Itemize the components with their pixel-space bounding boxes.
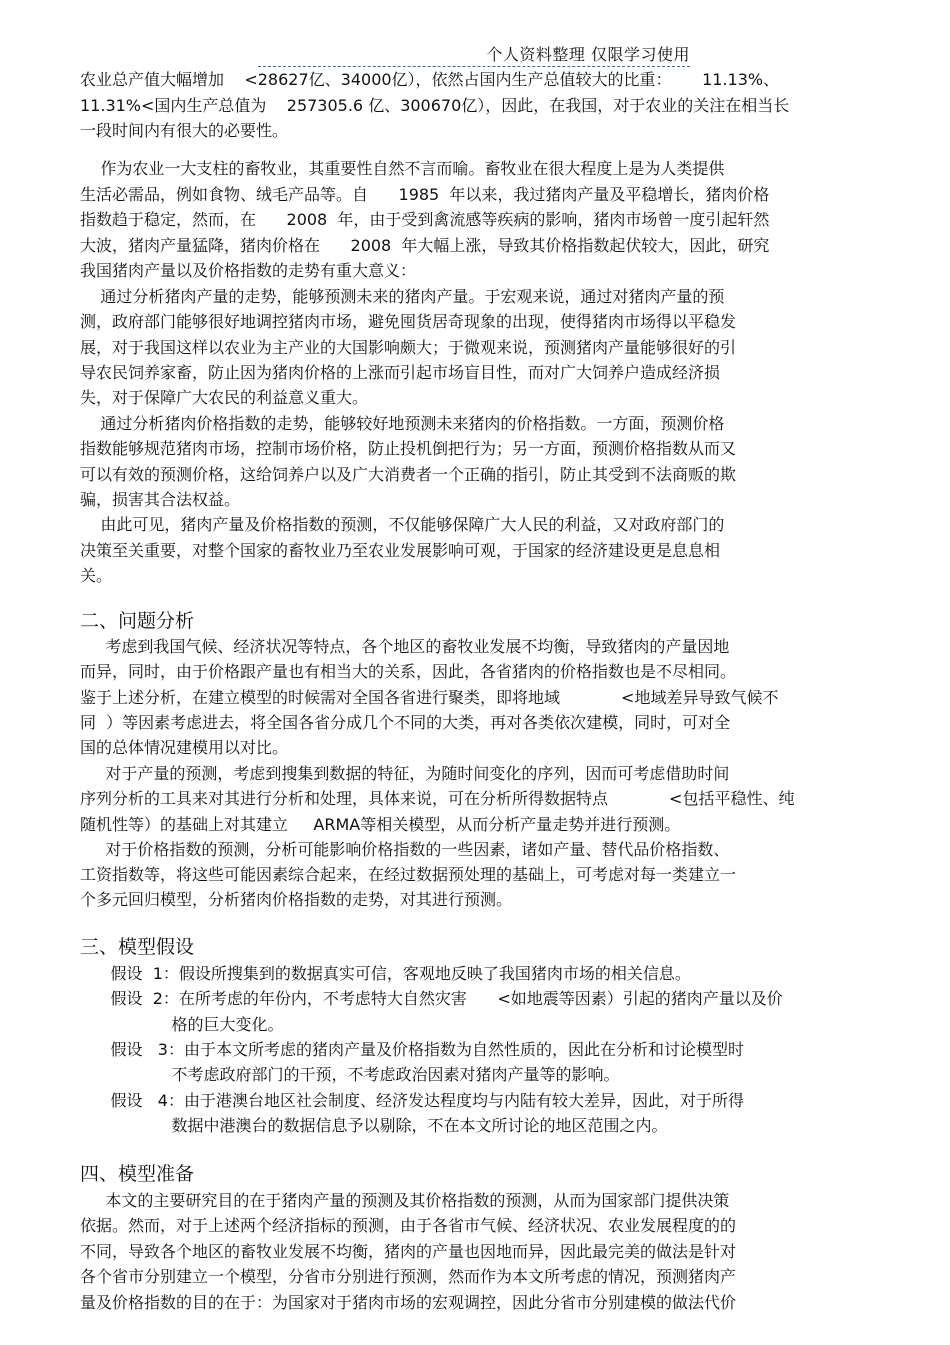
text-line: 依据。然而，对于上述两个经济指标的预测，由于各省市气候、经济状况、农业发展程度的的 xyxy=(80,1216,737,1235)
text-line: 不考虑政府部门的干预，不考虑政治因素对猪肉产量等的影响。 xyxy=(80,1065,620,1084)
text-line: 骗，损害其合法权益。 xyxy=(80,490,241,509)
text-line: 国的总体情况建模用以对比。 xyxy=(80,738,289,757)
page-header xyxy=(258,40,690,67)
text-line: 我国猪肉产量以及价格指数的走势有重大意义： xyxy=(80,261,417,280)
text-line: 指数能够规范猪肉市场，控制市场价格，防止投机倒把行为；另一方面，预测价格指数从而又 xyxy=(80,439,737,458)
text-line: 序列分析的工具来对其进行分析和处理，具体来说，可在分析所得数据特点 <包括平稳性、纯 xyxy=(80,789,795,808)
text-line: 大波，猪肉产量猛降，猪肉价格在 2008 年大幅上涨，导致其价格指数起伏较大，因此，研究 xyxy=(80,236,770,255)
text-line: 假设 3：由于本文所考虑的猪肉产量及价格指数为自然性质的，因此在分析和讨论模型时 xyxy=(80,1040,744,1059)
text-line: 通过分析猪肉产量的走势，能够预测未来的猪肉产量。于宏观来说，通过对猪肉产量的预 xyxy=(80,287,725,306)
text-line: 11.31%<国内生产总值为 257305.6 亿、300670亿），因此，在我国，对于农业的关注在相当长 xyxy=(80,96,790,115)
header-text: 个人资料整理 仅限学习使用 xyxy=(486,45,690,64)
text-line: 可以有效的预测价格，这给饲养户以及广大消费者一个正确的指引，防止其受到不法商贩的欺 xyxy=(80,465,737,484)
text-line: 数据中港澳台的数据信息予以剔除，不在本文所讨论的地区范围之内。 xyxy=(80,1116,668,1135)
text-line: 作为农业一大支柱的畜牧业，其重要性自然不言而喻。畜牧业在很大程度上是为人类提供 xyxy=(80,159,725,178)
text-line: 通过分析猪肉价格指数的走势，能够较好地预测未来猪肉的价格指数。一方面，预测价格 xyxy=(80,414,725,433)
section-heading: 二、问题分析 xyxy=(80,610,195,632)
text-line: 不同，导致各个地区的畜牧业发展不均衡，猪肉的产量也因地而异，因此最完美的做法是针对 xyxy=(80,1242,737,1261)
text-line: 鉴于上述分析，在建立模型的时候需对全国各省进行聚类，即将地域 <地域差异导致气候不 xyxy=(80,688,779,707)
text-line: 导农民饲养家畜，防止因为猪肉价格的上涨而引起市场盲目性，而对广大饲养户造成经济损 xyxy=(80,363,721,382)
text-line: 格的巨大变化。 xyxy=(80,1015,284,1034)
text-line: 关。 xyxy=(80,566,113,585)
section-heading: 三、模型假设 xyxy=(80,936,195,958)
text-line: 量及价格指数的目的在于：为国家对于猪肉市场的宏观调控，因此分省市分别建模的做法代价 xyxy=(80,1293,737,1312)
text-line: 农业总产值大幅增加 <28627亿、34000亿），依然占国内生产总值较大的比重： 11.13%、 xyxy=(80,70,780,89)
text-line: 对于产量的预测，考虑到搜集到数据的特征，为随时间变化的序列，因而可考虑借助时间 xyxy=(80,764,730,783)
text-line: 同 ）等因素考虑进去，将全国各省分成几个不同的大类，再对各类依次建模，同时，可对全 xyxy=(80,713,731,732)
text-line: 而异，同时，由于价格跟产量也有相当大的关系，因此，各省猪肉的价格指数也是不尽相同。 xyxy=(80,662,737,681)
text-line: 假设 2：在所考虑的年份内，不考虑特大自然灾害 <如地震等因素）引起的猪肉产量以及价 xyxy=(80,989,783,1008)
text-line: 工资指数等，将这些可能因素综合起来，在经过数据预处理的基础上，可考虑对每一类建立一 xyxy=(80,865,737,884)
text-line: 个多元回归模型，分析猪肉价格指数的走势，对其进行预测。 xyxy=(80,890,513,909)
text-line: 展，对于我国这样以农业为主产业的大国影响颇大；于微观来说，预测猪肉产量能够很好的引 xyxy=(80,338,737,357)
text-line: 假设 4：由于港澳台地区社会制度、经济发达程度均与内陆有较大差异，因此，对于所得 xyxy=(80,1091,744,1110)
text-line: 一段时间内有很大的必要性。 xyxy=(80,121,289,140)
text-line: 各个省市分别建立一个模型，分省市分别进行预测，然而作为本文所考虑的情况，预测猪肉产 xyxy=(80,1267,737,1286)
section-heading: 四、模型准备 xyxy=(80,1163,195,1185)
text-line: 生活必需品，例如食物、绒毛产品等。自 1985 年以来，我过猪肉产量及平稳增长，猪肉价格 xyxy=(80,185,770,204)
text-line: 由此可见，猪肉产量及价格指数的预测，不仅能够保障广大人民的利益，又对政府部门的 xyxy=(80,515,725,534)
text-line: 考虑到我国气候、经济状况等特点，各个地区的畜牧业发展不均衡，导致猪肉的产量因地 xyxy=(80,637,730,656)
text-line: 假设 1：假设所搜集到的数据真实可信，客观地反映了我国猪肉市场的相关信息。 xyxy=(80,964,691,983)
text-line: 失，对于保障广大农民的利益意义重大。 xyxy=(80,388,369,407)
text-line: 测，政府部门能够很好地调控猪肉市场，避免囤货居奇现象的出现，使得猪肉市场得以平稳发 xyxy=(80,312,737,331)
text-line: 随机性等）的基础上对其建立 ARMA等相关模型，从而分析产量走势并进行预测。 xyxy=(80,815,681,834)
text-line: 对于价格指数的预测，分析可能影响价格指数的一些因素，诸如产量、替代品价格指数、 xyxy=(80,840,730,859)
text-line: 指数趋于稳定，然而，在 2008 年，由于受到禽流感等疾病的影响，猪肉市场曾一度引起轩然 xyxy=(80,210,770,229)
text-line: 本文的主要研究目的在于猪肉产量的预测及其价格指数的预测，从而为国家部门提供决策 xyxy=(80,1191,730,1210)
text-line: 决策至关重要，对整个国家的畜牧业乃至农业发展影响可观，于国家的经济建设更是息息相 xyxy=(80,541,721,560)
